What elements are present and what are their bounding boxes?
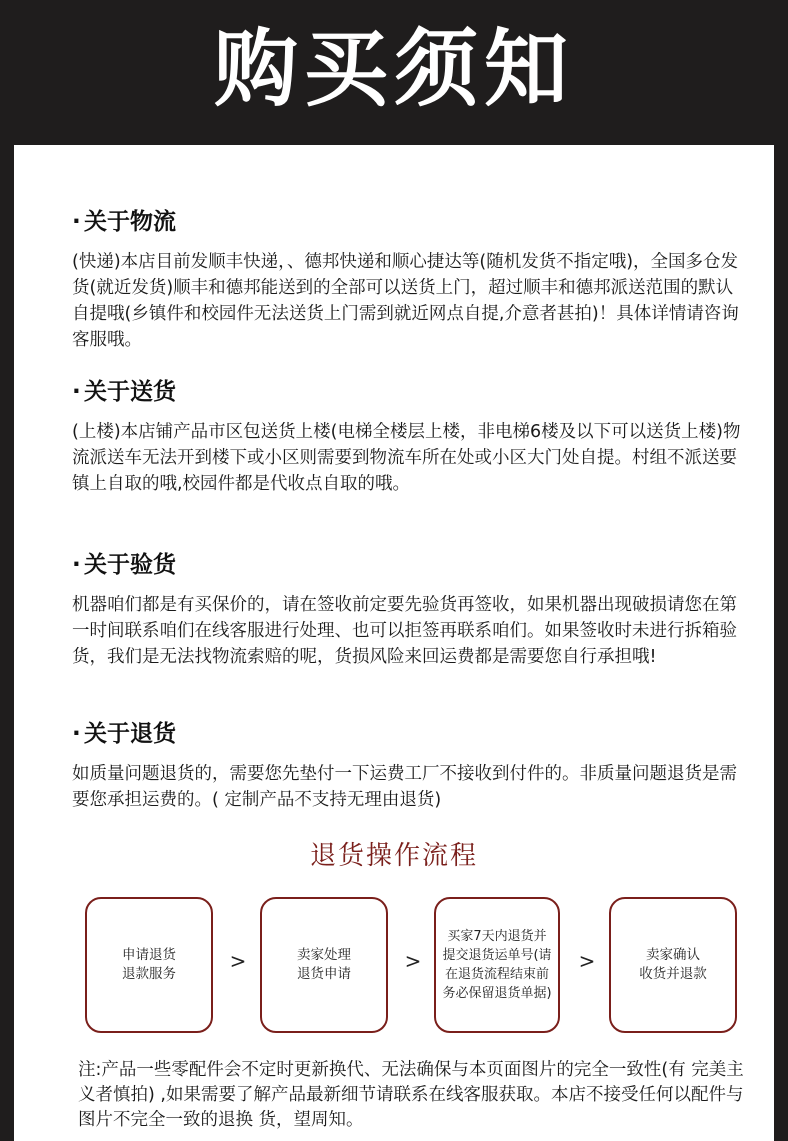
return-flow xyxy=(14,897,774,1037)
flow-step-seller-confirm xyxy=(609,897,737,1033)
flow-step-text: 申请退货 退款服务 xyxy=(122,947,176,982)
flow-arrow: > xyxy=(578,949,596,973)
section-body: 如质量问题退货的，需要您先垫付一下运费工厂不接收到付件的。非质量问题退货是需要您承担运费的。( 定制产品不支持无理由退货) xyxy=(72,764,737,810)
section-returns xyxy=(72,717,752,813)
flow-step-text: 买家7天内退货并提交退货运单号(请在退货流程结束前务必保留退货单据) xyxy=(442,929,552,1001)
flow-arrow: > xyxy=(404,949,422,973)
disclaimer-note: 注:产品一些零配件会不定时更新换代、无法确保与本页面图片的完全一致性(有 完美主义者慎拍) ,如果需要了解产品最新细节请联系在线客服获取。本店不接受任何以配件与图片不完全一致的退换 货，望周知。 xyxy=(78,1060,744,1130)
section-body: (快递)本店目前发顺丰快递，、德邦快递和顺心捷达等(随机发货不指定哦)，全国多仓发货(就近发货)顺丰和德邦能送到的全部可以送货上门，超过顺丰和德邦派送范围的默认自提哦(乡镇件和校园件无法送货上门需到就近网点自提,介意者甚拍)！具体详情请咨询客服哦。 xyxy=(72,252,739,350)
flow-step-text: 卖家确认 收货并退款 xyxy=(639,947,707,982)
section-title: · 关于送货 xyxy=(72,379,176,405)
flow-arrow: > xyxy=(229,949,247,973)
flow-step-apply xyxy=(85,897,213,1033)
section-body: 机器咱们都是有买保价的，请在签收前定要先验货再签收，如果机器出现破损请您在第一时间联系咱们在线客服进行处理、也可以拒签再联系咱们。如果签收时未进行拆箱验货，我们是无法找物流索赔的呢，货损风险来回运费都是需要您自行承担哦! xyxy=(72,595,737,667)
flow-step-text: 卖家处理 退货申请 xyxy=(297,947,351,982)
section-title: · 关于验货 xyxy=(72,552,176,578)
section-delivery xyxy=(72,375,752,497)
section-logistics xyxy=(72,205,752,353)
section-title: · 关于物流 xyxy=(72,209,176,235)
return-flow-title: 退货操作流程 xyxy=(309,841,478,871)
section-inspection xyxy=(72,548,752,670)
page-title: 购买须知 xyxy=(213,19,574,118)
flow-step-buyer-return xyxy=(434,897,560,1033)
flow-step-seller-process xyxy=(260,897,388,1033)
section-body: (上楼)本店铺产品市区包送货上楼(电梯全楼层上楼，非电梯6楼及以下可以送货上楼)物流派送车无法开到楼下或小区则需要到物流车所在处或小区大门处自提。村组不派送要镇上自取的哦,校园件都是代收点自取的哦。 xyxy=(72,422,741,494)
header-banner xyxy=(0,0,788,145)
content-panel xyxy=(14,145,774,1141)
section-title: · 关于退货 xyxy=(72,721,176,747)
